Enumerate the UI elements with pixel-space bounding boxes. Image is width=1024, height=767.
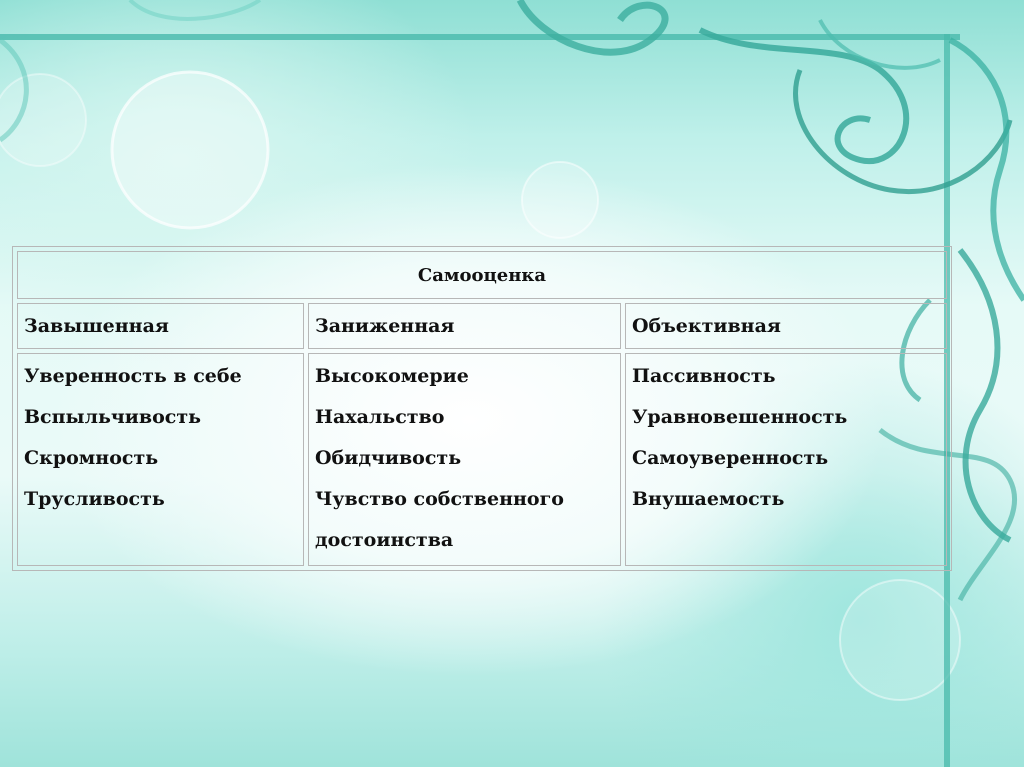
self-esteem-table [12, 246, 952, 571]
list-item: Внушаемость [632, 488, 785, 510]
column-items-objective [625, 353, 947, 566]
column-header-underestimated: Заниженная [308, 303, 621, 349]
list-item: Пассивность [632, 365, 776, 387]
column-items-underestimated [308, 353, 621, 566]
list-item: Скромность [24, 447, 159, 469]
list-item: Трусливость [24, 488, 165, 510]
list-item: Высокомерие [315, 365, 469, 387]
column-items-inflated [17, 353, 304, 566]
list-item: Нахальство [315, 406, 445, 428]
list-item: Вспыльчивость [24, 406, 201, 428]
list-item: Чувство собственного [315, 488, 564, 510]
list-item: Обидчивость [315, 447, 462, 469]
list-item: Уравновешенность [632, 406, 848, 428]
column-header-objective: Объективная [625, 303, 947, 349]
list-item: достоинства [315, 529, 454, 551]
table-title: Самооценка [17, 251, 947, 299]
column-header-inflated: Завышенная [17, 303, 304, 349]
self-esteem-table-container [12, 246, 952, 571]
list-item: Самоуверенность [632, 447, 829, 469]
list-item: Уверенность в себе [24, 365, 242, 387]
